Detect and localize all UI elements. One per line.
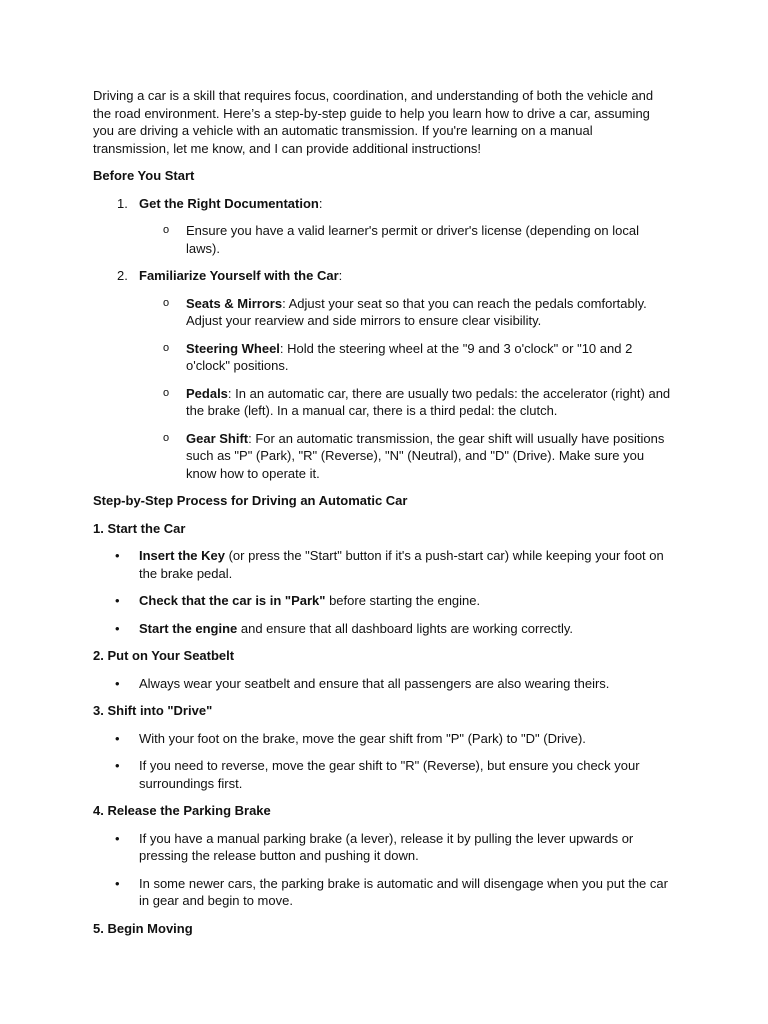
heading-parking-brake: 4. Release the Parking Brake	[93, 803, 271, 818]
bullet-icon: •	[115, 548, 120, 563]
heading-shift-into-drive: 3. Shift into "Drive"	[93, 703, 213, 718]
sub-list-familiarize	[93, 295, 672, 483]
numbered-item-1: 1. Get the Right Documentation:	[93, 195, 672, 213]
heading-process: Step-by-Step Process for Driving an Automatic Car	[93, 493, 408, 508]
bullet-icon: •	[115, 875, 120, 891]
list-item: • If you need to reverse, move the gear shift to "R" (Reverse), but ensure you check your surroundings first.	[115, 758, 640, 791]
heading-before-you-start: Before You Start	[93, 168, 195, 183]
list-item: • With your foot on the brake, move the gear shift from "P" (Park) to "D" (Drive).	[115, 730, 586, 746]
heading-begin-moving: 5. Begin Moving	[93, 920, 193, 936]
list-item: • If you have a manual parking brake (a lever), release it by pulling the lever upwards or pressing the release button and pushing it down.	[115, 830, 634, 863]
circle-bullet-icon: o	[163, 431, 170, 444]
bullet-icon: •	[115, 830, 120, 846]
circle-bullet-icon: o	[163, 296, 170, 309]
circle-bullet-icon: o	[163, 341, 170, 354]
heading-seatbelt: 2. Put on Your Seatbelt	[93, 648, 235, 663]
bullet-icon: •	[115, 675, 120, 691]
item-title: Get the Right Documentation	[139, 195, 319, 211]
list-item: o Ensure you have a valid learner's permit or driver's license (depending on local laws).	[163, 223, 639, 256]
list-item: o Steering Wheel: Hold the steering wheel at the "9 and 3 o'clock" or "10 and 2 o'clock" positions.	[163, 340, 633, 373]
list-item: o Gear Shift: For an automatic transmission, the gear shift will usually have positions such as "P" (Park), "R" (Reverse), "N" (Neutral), and "D" (Drive). Make sure you know how to operate it.	[163, 430, 665, 481]
list-number: 2.	[117, 268, 128, 283]
bullet-icon: •	[115, 593, 120, 608]
list-item: • Check that the car is in "Park" before starting the engine.	[115, 593, 481, 608]
intro-paragraph: Driving a car is a skill that requires focus, coordination, and understanding of both the vehicle and the road environment. Here’s a step-by-step guide to help you learn how to drive a car, assuming you are driving a vehicle with an automatic transmission. If you're learning on a manual transmission, let me know, and I can provide additional instructions!	[93, 88, 654, 156]
sub-list-documentation	[93, 222, 672, 257]
list-item: • Start the engine and ensure that all dashboard lights are working correctly.	[115, 620, 574, 636]
list-item: • In some newer cars, the parking brake is automatic and will disengage when you put the car in gear and begin to move.	[115, 875, 668, 908]
heading-start-the-car: 1. Start the Car	[93, 520, 186, 536]
bullet-icon: •	[115, 758, 120, 773]
list-number: 1.	[117, 195, 128, 211]
circle-bullet-icon: o	[163, 386, 170, 399]
item-title: Familiarize Yourself with the Car	[139, 268, 339, 283]
bullet-icon: •	[115, 620, 120, 636]
numbered-item-2: 2. Familiarize Yourself with the Car:	[93, 267, 672, 285]
list-item: o Pedals: In an automatic car, there are usually two pedals: the accelerator (right) and the brake (left). In a manual car, there is a third pedal: the clutch.	[163, 385, 671, 418]
bullet-icon: •	[115, 730, 120, 746]
circle-bullet-icon: o	[163, 224, 170, 236]
list-item: • Insert the Key (or press the "Start" button if it's a push-start car) while keeping your foot on the brake pedal.	[115, 548, 664, 581]
list-item: • Always wear your seatbelt and ensure that all passengers are also wearing theirs.	[115, 675, 610, 691]
list-item: o Seats & Mirrors: Adjust your seat so that you can reach the pedals comfortably. Adjust your rearview and side mirrors to ensure clear visibility.	[163, 295, 647, 328]
